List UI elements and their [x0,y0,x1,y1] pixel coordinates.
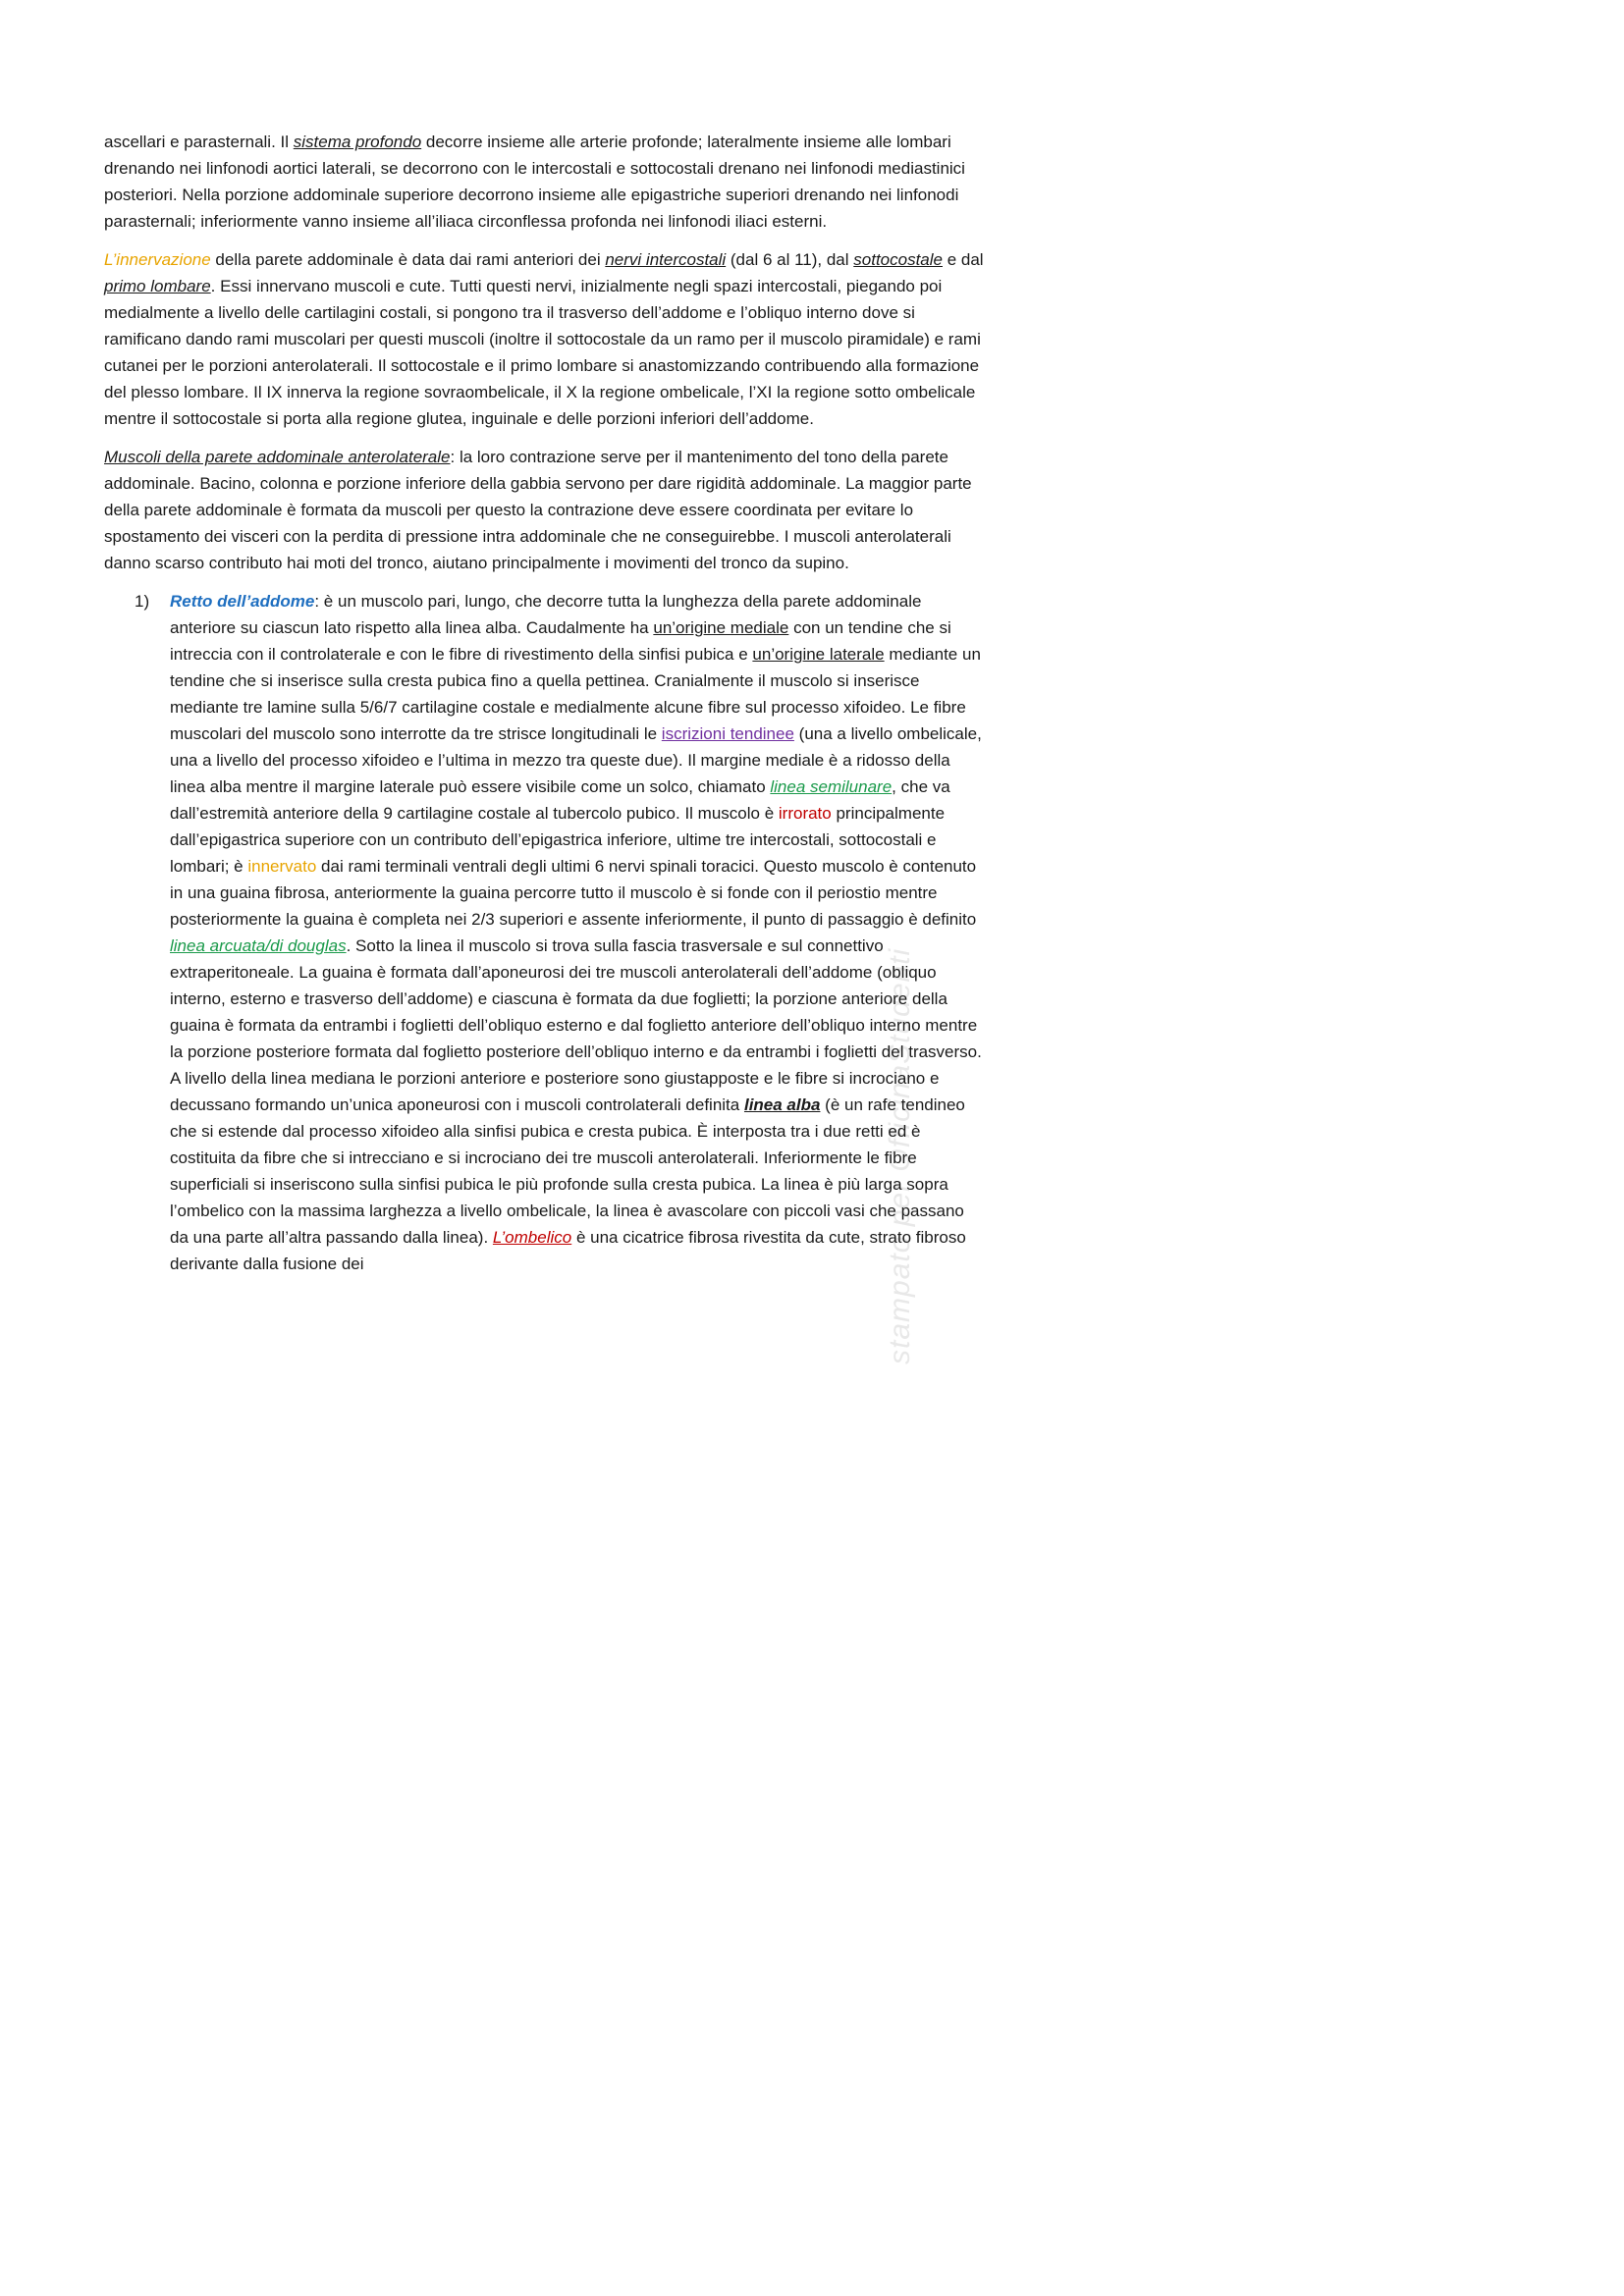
term-sistema-profondo: sistema profondo [293,133,422,151]
term-ombelico: L’ombelico [492,1228,572,1247]
term-retto-addome: Retto dell’addome [170,592,315,611]
term-linea-semilunare: linea semilunare [770,777,893,796]
term-innervato: innervato [247,857,317,876]
paragraph-muscles-intro: Muscoli della parete addominale anterolaterale: la loro contrazione serve per il mantenimento del tono della parete addominale. Bacino, colonna e porzione inferiore della gabbia servono per dare rigidità addominale. La maggior parte della parete addominale è formata da muscoli per questo la contrazione deve essere coordinata per evitare lo spostamento dei visceri con la perdita di pressione intra addominale che ne conseguirebbe. I muscoli anterolaterali danno scarso contributo hai moti del tronco, aiutano principalmente i movimenti del tronco da supino. [104,448,972,572]
term-irrorato: irrorato [778,804,832,823]
term-linea-alba: linea alba [743,1095,821,1114]
muscle-list [104,588,984,1277]
heading-innervazione: L’innervazione [104,250,211,269]
paragraph-lymphatic: ascellari e parasternali. Il sistema profondo decorre insieme alle arterie profonde; lateralmente insieme alle lombari drenando nei linfonodi aortici laterali, se decorrono con le intercostali e sottocostali drenano nei linfonodi mediastinici posteriori. Nella porzione addominale superiore decorrono insieme alle epigastriche superiori drenando nei linfonodi parasternali; inferiormente vanno insieme all’iliaca circonflessa profonda nei linfonodi iliaci esterni. [104,133,965,231]
term-origine-mediale: un’origine mediale [653,618,789,637]
term-primo-lombare: primo lombare [104,277,211,295]
document-page [104,129,984,1277]
heading-muscoli-parete: Muscoli della parete addominale anterolaterale [104,448,451,466]
term-iscrizioni-tendinee: iscrizioni tendinee [661,724,794,743]
term-sottocostale: sottocostale [853,250,943,269]
term-origine-laterale: un’origine laterale [752,645,885,664]
term-linea-arcuata: linea arcuata/di douglas [170,936,347,955]
paragraph-innervation: L’innervazione della parete addominale è data dai rami anteriori dei nervi intercostali (dal 6 al 11), dal sottocostale e dal primo lombare. Essi innervano muscoli e cute. Tutti questi nervi, inizialmente negli spazi intercostali, piegando poi medialmente a livello delle cartilagini costali, si pongono tra il trasverso dell’addome e l’obliquo interno dove si ramificano dando rami muscolari per questi muscoli (inoltre il sottocostale da un ramo per il muscolo piramidale) e rami cutanei per le porzioni anterolaterali. Il sottocostale e il primo lombare si anastomizzando contribuendo alla formazione del plesso lombare. Il IX innerva la regione sovraombelicale, il X la regione ombelicale, l’XI la regione sotto ombelicale mentre il sottocostale si porta alla regione glutea, inguinale e delle porzioni inferiori dell’addome. [104,250,984,428]
list-item-retto: 1) Retto dell’addome: è un muscolo pari, lungo, che decorre tutta la lunghezza della parete addominale anteriore su ciascun lato rispetto alla linea alba. Caudalmente ha un’origine mediale con un tendine che si intreccia con il controlaterale e con le fibre di rivestimento della sinfisi pubica e un’origine laterale mediante un tendine che si inserisce sulla cresta pubica fino a quella pettinea. Cranialmente il muscolo si inserisce mediante tre lamine sulla 5/6/7 cartilagine costale e medialmente alcune fibre sul processo xifoideo. Le fibre muscolari del muscolo sono interrotte da tre strisce longitudinali le iscrizioni tendinee (una a livello ombelicale, una a livello del processo xifoideo e l’ultima in mezzo tra queste due). Il margine mediale è a ridosso della linea alba mentre il margine laterale può essere visibile come un solco, chiamato linea semilunare, che va dall’estremità anteriore della 9 cartilagine costale al tubercolo pubico. Il muscolo è irrorato principalmente dall’epigastrica superiore con un contributo dell’epigastrica inferiore, ultime tre intercostali, sottocostali e lombari; è innervato dai rami terminali ventrali degli ultimi 6 nervi spinali toracici. Questo muscolo è contenuto in una guaina fibrosa, anteriormente la guaina percorre tutto il muscolo è si fonde con il periostio mentre posteriormente la guaina è completa nei 2/3 superiori e assente inferiormente, il punto di passaggio è definito linea arcuata/di douglas. Sotto la linea il muscolo si trova sulla fascia trasversale e sul connettivo extraperitoneale. La guaina è formata dall’aponeurosi dei tre muscoli anterolaterali dell’addome (obliquo interno, esterno e trasverso dell’addome) e ciascuna è formata da due foglietti; la porzione anteriore della guaina è formata da entrambi i foglietti dell’obliquo esterno e dal foglietto anteriore dell’obliquo interno mentre la porzione posteriore formata dal foglietto posteriore dell’obliquo interno e da entrambi i foglietti del trasverso. A livello della linea mediana le porzioni anteriore e posteriore sono giustapposte e le fibre si incrociano e decussano formando un’unica aponeurosi con i muscoli controlaterali definita linea alba (è un rafe tendineo che si estende dal processo xifoideo alla sinfisi pubica e cresta pubica. È interposta tra i due retti ed è costituita da fibre che si intrecciano e si incrociano dei tre muscoli anterolaterali. Inferiormente le fibre superficiali si inseriscono sulla sinfisi pubica le più profonde sulla cresta pubica. La linea è più larga sopra l’ombelico con la massima larghezza a livello ombelicale, la linea è avascolare con piccoli vasi che passano da una parte all’altra passando dalla linea). L’ombelico è una cicatrice fibrosa rivestita da cute, strato fibroso derivante dalla fusione dei [104,588,984,1277]
list-number: 1) [135,592,150,611]
term-nervi-intercostali: nervi intercostali [605,250,727,269]
watermark: stampato per OfficinaStudenti [884,947,916,1364]
